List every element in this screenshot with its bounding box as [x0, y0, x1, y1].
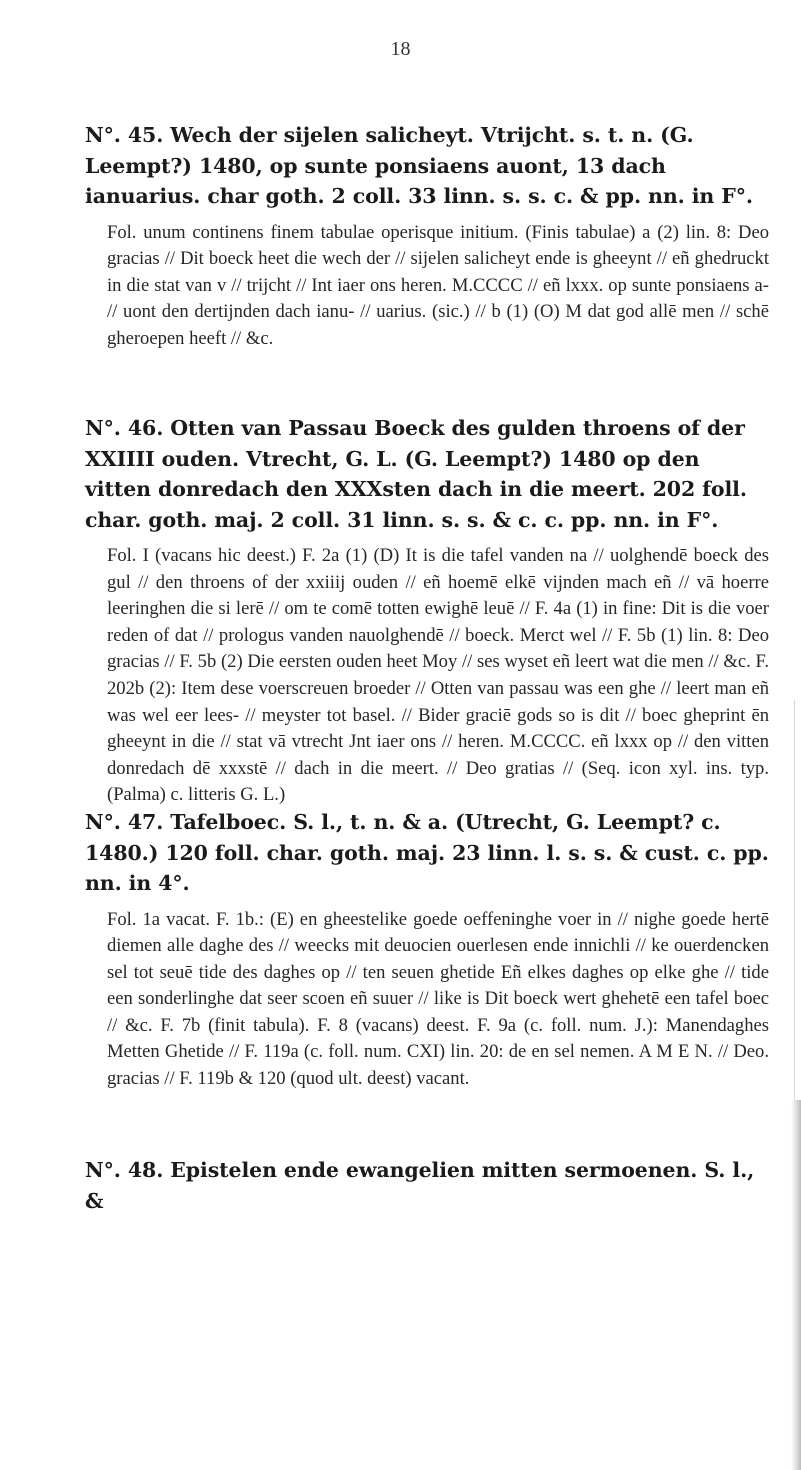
- entry-heading: N°. 46. Otten van Passau Boeck des gulden throens of der XXIIII ouden. Vtrecht, G. L. (G. Leempt?) 1480 op den vitten donredach den XXXsten dach in die meert. 202 foll. char. goth. maj. 2 coll. 31 linn. s. s. & c. c. pp. nn. in F°.: [85, 416, 747, 532]
- page-edge-shadow: [791, 1100, 801, 1470]
- page-number: 18: [390, 38, 411, 60]
- catalogue-entry-47: [85, 807, 769, 1093]
- page-edge-line: [794, 700, 795, 1120]
- entry-description: Fol. unum continens finem tabulae operisque initium. (Finis tabulae) a (2) lin. 8: Deo gracias // Dit boeck heet die wech der // sijelen salicheyt ende is gheeynt // eñ ghedruckt in die stat van v // trijcht // Int iaer ons heren. M.CCCC // eñ lxxx. op sunte ponsiaens a- // uont den dertijnden dach ianu- // uarius. (sic.) // b (1) (O) M dat god allē men // schē gheroepen heeft // &c.: [107, 221, 769, 349]
- catalogue-entry-48: [85, 1155, 769, 1216]
- entry-heading: N°. 45. Wech der sijelen salicheyt. Vtrijcht. s. t. n. (G. Leempt?) 1480, op sunte ponsiaens auont, 13 dach ianuarius. char goth. 2 coll. 33 linn. s. s. c. & pp. nn. in F°.: [85, 123, 753, 208]
- entry-heading: N°. 47. Tafelboec. S. l., t. n. & a. (Utrecht, G. Leempt? c. 1480.) 120 foll. char. goth. maj. 23 linn. l. s. s. & cust. c. pp. nn. in 4°.: [85, 810, 769, 895]
- catalogue-entry-46: [85, 413, 769, 809]
- catalogue-entry-45: [85, 120, 769, 352]
- entry-description: Fol. 1a vacat. F. 1b.: (E) en gheestelike goede oeffeninghe voer in // nighe goede hertē diemen alle daghe des // weecks mit deuocien ouerlesen ende innichli // ke ouerdencken sel tot seuē tide des daghes op // ten seuen ghetide Eñ elkes daghes op elke ghe // tide een sonderlinghe dat seer scoen eñ suuer // like is Dit boeck wert ghehetē een tafel boec // &c. F. 7b (finit tabula). F. 8 (vacans) deest. F. 9a (c. foll. num. J.): Manendaghes Metten Ghetide // F. 119a (c. foll. num. CXI) lin. 20: de en sel nemen. A M E N. // Deo. gracias // F. 119b & 120 (quod ult. deest) vacant.: [107, 908, 769, 1090]
- entry-heading: N°. 48. Epistelen ende ewangelien mitten sermoenen. S. l., &: [85, 1158, 755, 1213]
- entry-description: Fol. I (vacans hic deest.) F. 2a (1) (D) It is die tafel vanden na // uolghendē boeck des gul // den throens of der xxiiij ouden // eñ hoemē elkē vijnden mach eñ // vā hoerre leeringhen die si lerē // om te comē totten ewighē leuē // F. 4a (1) in fine: Dit is die voer reden of dat // prologus vanden nauolghendē // boeck. Merct wel // F. 5b (1) lin. 8: Deo gracias // F. 5b (2) Die eersten ouden heet Moy // ses wyset eñ leert wat die men // &c. F. 202b (2): Item dese voerscreuen broeder // Otten van passau was een ghe // leert man eñ was wel eer lees- // meyster tot basel. // Bider graciē gods so is dit // boec gheprint ēn gheeynt in die // stat vā vtrecht Jnt iaer ons // heren. M.CCCC. eñ lxxx op // den vitten donredach dē xxxstē // dach in die meert. // Deo gratias // (Seq. icon xyl. ins. typ. (Palma) c. litteris G. L.): [107, 545, 769, 806]
